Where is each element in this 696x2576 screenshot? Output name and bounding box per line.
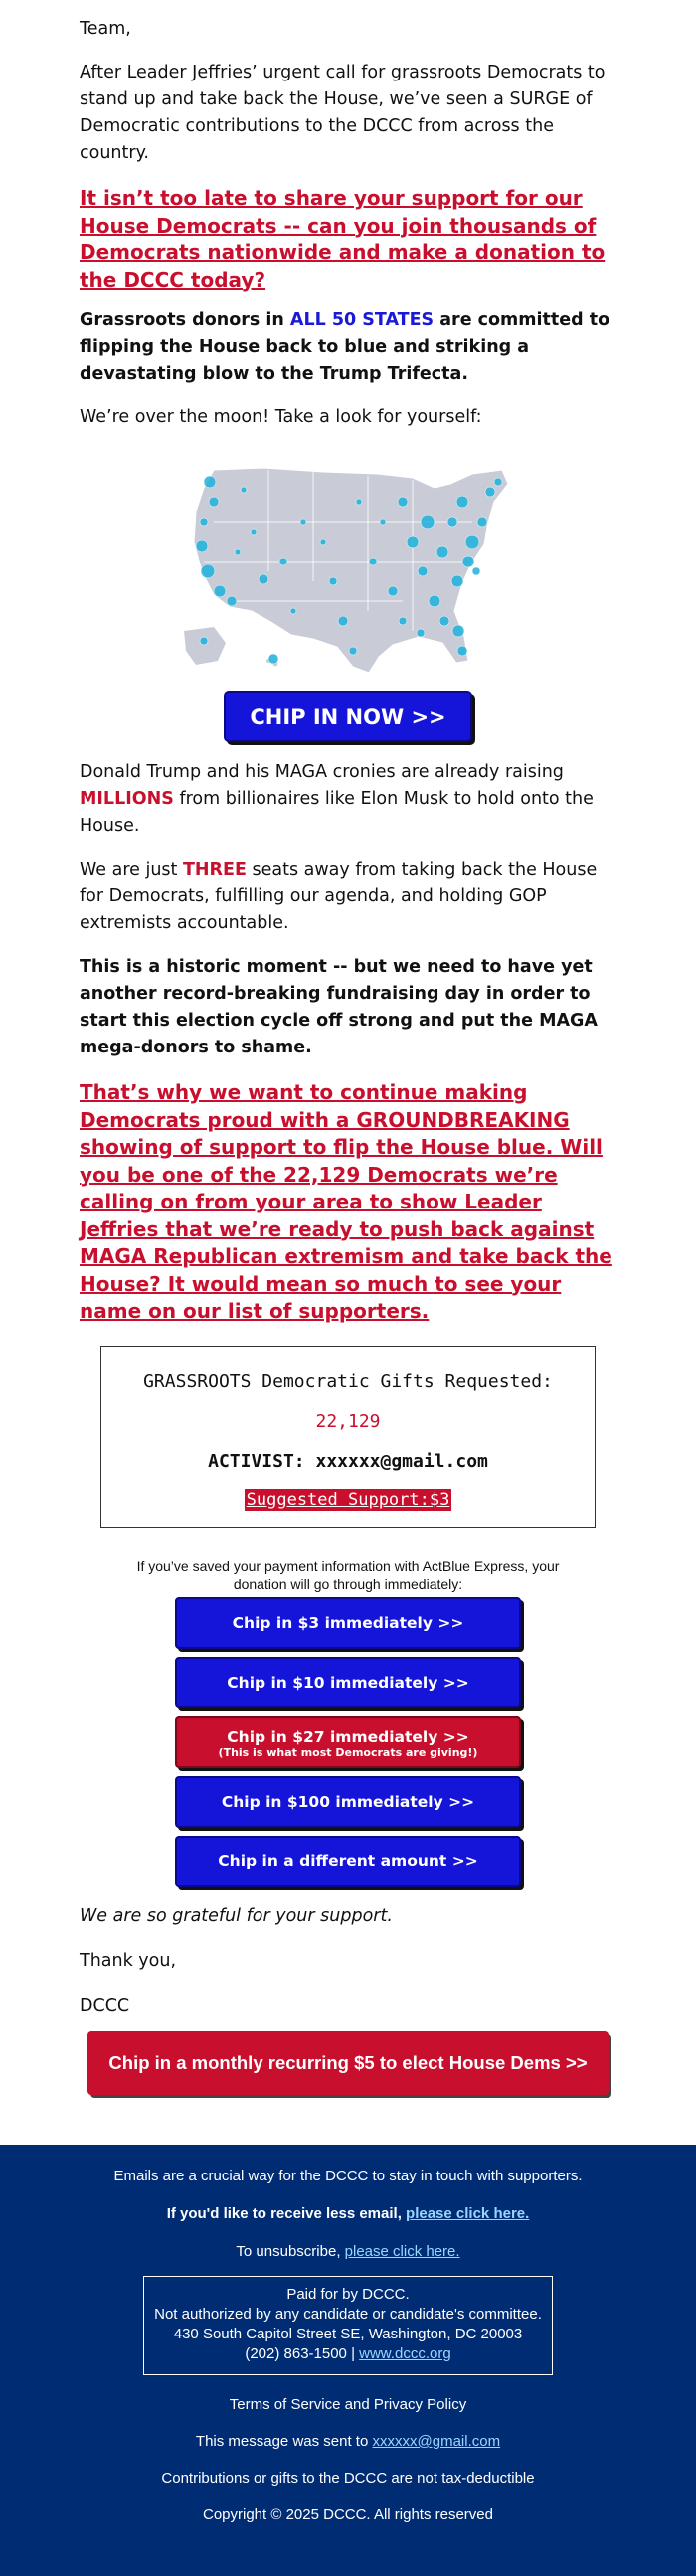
footer-intro: Emails are a crucial way for the DCCC to stay in touch with supporters. (113, 2168, 583, 2184)
less-email-line (0, 2204, 696, 2224)
donor-map (80, 462, 616, 675)
three-highlight: THREE (182, 860, 247, 880)
paid-for-box (143, 2276, 553, 2375)
express-note: If you’ve saved your payment information with ActBlue Express, your donation will go through immediately: (136, 1557, 560, 1592)
phone: (202) 863-1500 | (245, 2345, 355, 2362)
unsubscribe-line (0, 2242, 696, 2262)
chip-in-now-button[interactable]: CHIP IN NOW >> (224, 691, 472, 742)
chip-10-button[interactable]: Chip in $10 immediately >> (175, 1657, 521, 1708)
trump-text-1: Donald Trump and his MAGA cronies are already raising (80, 762, 564, 782)
less-email-link[interactable]: please click here. (406, 2205, 530, 2222)
states-highlight: ALL 50 STATES (289, 310, 435, 330)
chip-other-amount-button[interactable]: Chip in a different amount >> (175, 1836, 521, 1887)
donors-text-1: Grassroots donors in (80, 310, 290, 330)
gifts-title: GRASSROOTS Democratic Gifts Requested: (143, 1370, 553, 1392)
historic-paragraph: This is a historic moment -- but we need to have yet another record-breaking fundraising day in order to start this election cycle off strong and put the MAGA mega-donors to shame. (80, 957, 598, 1057)
donation-buttons (80, 1597, 616, 1887)
not-authorized: Not authorized by any candidate or candidate's committee. (154, 2306, 542, 2323)
terms-link[interactable]: Terms of Service and Privacy Policy (229, 2396, 467, 2413)
chip-27-sublabel: (This is what most Democrats are giving!) (218, 1745, 478, 1759)
signature: DCCC (80, 1995, 130, 2015)
thanks-text: Thank you, (80, 1950, 177, 1971)
gifts-requested-box (100, 1346, 596, 1528)
less-email-text: If you'd like to receive less email, (166, 2205, 402, 2222)
footer (0, 2145, 696, 2576)
phone-line (144, 2344, 552, 2364)
donate-ask-link[interactable]: It isn’t too late to share your support for our House Democrats -- can you join thousands of Democrats nationwide and make a donation to the DCCC today? (80, 186, 606, 292)
chip-27-label: Chip in $27 immediately >> (227, 1727, 469, 1746)
intro-paragraph: After Leader Jeffries’ urgent call for grassroots Democrats to stand up and take back the House, we’ve seen a SURGE of Democratic contributions to the DCCC from across the country. (80, 63, 606, 163)
moon-paragraph: We’re over the moon! Take a look for yourself: (80, 407, 482, 427)
us-map-image (174, 462, 522, 675)
gifts-count: 22,129 (315, 1410, 381, 1432)
seats-paragraph (80, 857, 616, 937)
millions-highlight: MILLIONS (80, 789, 174, 809)
donors-paragraph (80, 307, 616, 388)
chip-100-button[interactable]: Chip in $100 immediately >> (175, 1776, 521, 1828)
trump-paragraph (80, 759, 616, 840)
sent-to-text: This message was sent to (195, 2433, 369, 2450)
website-link[interactable]: www.dccc.org (359, 2345, 451, 2362)
unsubscribe-link[interactable]: please click here. (344, 2243, 460, 2260)
sent-to-line (0, 2432, 696, 2452)
monthly-recurring-button[interactable]: Chip in a monthly recurring $5 to elect House Dems >> (87, 2031, 609, 2095)
paid-by: Paid for by DCCC. (286, 2286, 410, 2303)
supporters-ask-link[interactable]: That’s why we want to continue making Democrats proud with a GROUNDBREAKING showing of support to flip the House blue. Will you be one of the 22,129 Democrats we’re calling on from your area to show Leader Jeffries that we’re ready to push back against MAGA Republican extremism and take back the House? It would mean so much to see your name on our list of supporters. (80, 1080, 612, 1323)
recipient-email-link[interactable]: xxxxxx@gmail.com (372, 2433, 501, 2450)
donors-text-2: are committed to flipping the House back to blue and striking a devastating blow to the Trump Trifecta. (80, 310, 610, 384)
tax-note: Contributions or gifts to the DCCC are not tax-deductible (161, 2470, 535, 2487)
trump-text-2: from billionaires like Elon Musk to hold onto the House. (80, 789, 594, 836)
unsubscribe-text: To unsubscribe, (236, 2243, 341, 2260)
chip-27-button[interactable] (175, 1716, 521, 1768)
seats-text-2: seats away from taking back the House for Democrats, fulfilling our agenda, and holding GOP extremists accountable. (80, 860, 598, 933)
grateful-text: We are so grateful for your support. (80, 1905, 393, 1926)
suggested-support-link[interactable]: Suggested Support:$3 (246, 1489, 450, 1510)
address: 430 South Capitol Street SE, Washington, DC 20003 (173, 2326, 523, 2342)
seats-text-1: We are just (80, 860, 183, 880)
greeting: Team, (80, 19, 131, 39)
chip-3-button[interactable]: Chip in $3 immediately >> (175, 1597, 521, 1649)
activist-email: ACTIVIST: xxxxxx@gmail.com (208, 1450, 488, 1472)
copyright: Copyright © 2025 DCCC. All rights reserved (202, 2506, 493, 2523)
